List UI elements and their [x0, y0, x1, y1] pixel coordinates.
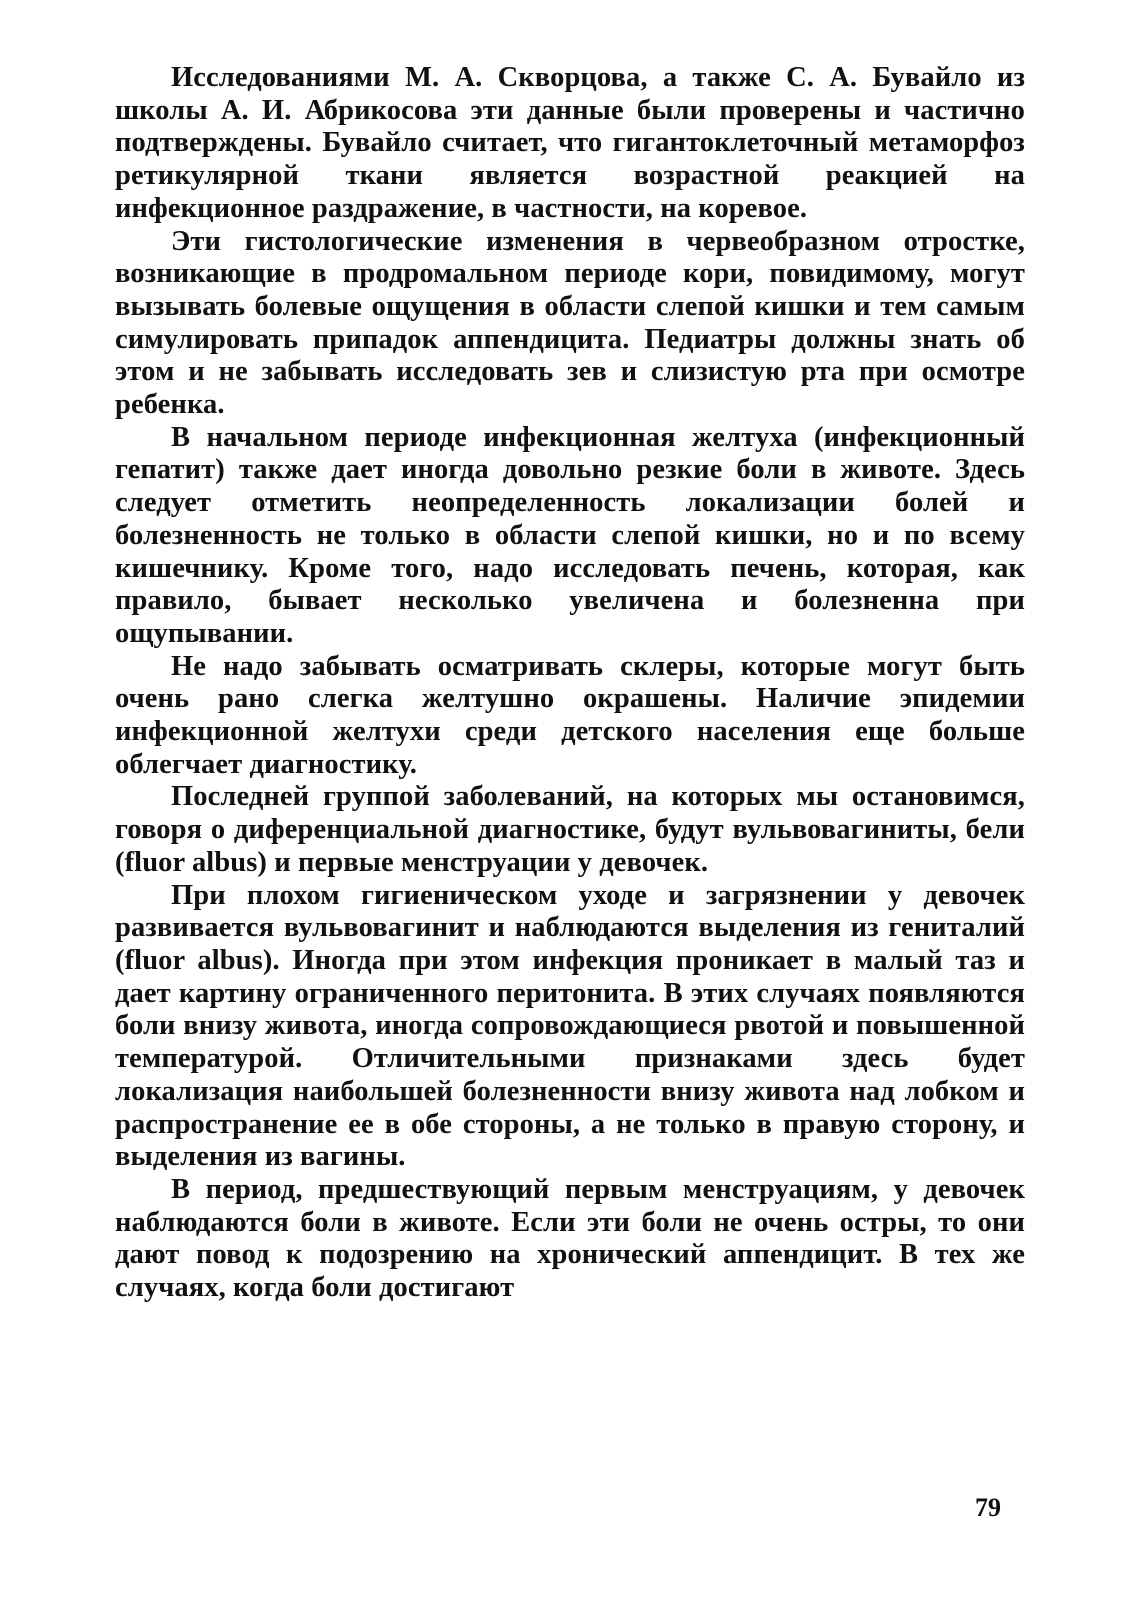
paragraph: Исследованиями М. А. Скворцова, а также С. А. Бувайло из школы А. И. Абрикосова эти данные были проверены и частично подтверждены. Бувайло считает, что гигантоклеточный метаморфоз ретикулярной ткани является возрастной реакцией на инфекционное раздражение, в частности, на коревое. — [115, 62, 1025, 224]
paragraph: В начальном периоде инфекционная желтуха (инфекционный гепатит) также дает иногда довольно резкие боли в животе. Здесь следует отметить неопределенность локализации болей и болезненность не только в области слепой кишки, но и по всему кишечнику. Кроме того, надо исследовать печень, которая, как правило, бывает несколько увеличена и болезненна при ощупывании. — [115, 421, 1025, 649]
page-number: 79 — [975, 1493, 1001, 1522]
paragraph: Не надо забывать осматривать склеры, которые могут быть очень рано слегка желтушно окрашены. Наличие эпидемии инфекционной желтухи среди детского населения еще больше облегчает диагностику. — [115, 650, 1025, 780]
page-text — [115, 62, 1025, 1305]
paragraph: Эти гистологические изменения в червеобразном отростке, возникающие в продромальном периоде кори, повидимому, могут вызывать болевые ощущения в области слепой кишки и тем самым симулировать припадок аппендицита. Педиатры должны знать об этом и не забывать исследовать зев и слизистую рта при осмотре ребенка. — [115, 225, 1025, 421]
paragraph: Последней группой заболеваний, на которых мы остановимся, говоря о диференциальной диагностике, будут вульвовагиниты, бели (fluor albus) и первые менструации у девочек. — [115, 781, 1025, 878]
paragraph: При плохом гигиеническом уходе и загрязнении у девочек развивается вульвовагинит и наблюдаются выделения из гениталий (fluor albus). Иногда при этом инфекция проникает в малый таз и дает картину ограниченного перитонита. В этих случаях появляются боли внизу живота, иногда сопровождающиеся рвотой и повышенной температурой. Отличительными признаками здесь будет локализация наибольшей болезненности внизу живота над лобком и распространение ее в обе стороны, а не только в правую сторону, и выделения из вагины. — [115, 879, 1025, 1173]
paragraph: В период, предшествующий первым менструациям, у девочек наблюдаются боли в животе. Если эти боли не очень остры, то они дают повод к подозрению на хронический аппендицит. В тех же случаях, когда боли достигают — [115, 1173, 1025, 1304]
